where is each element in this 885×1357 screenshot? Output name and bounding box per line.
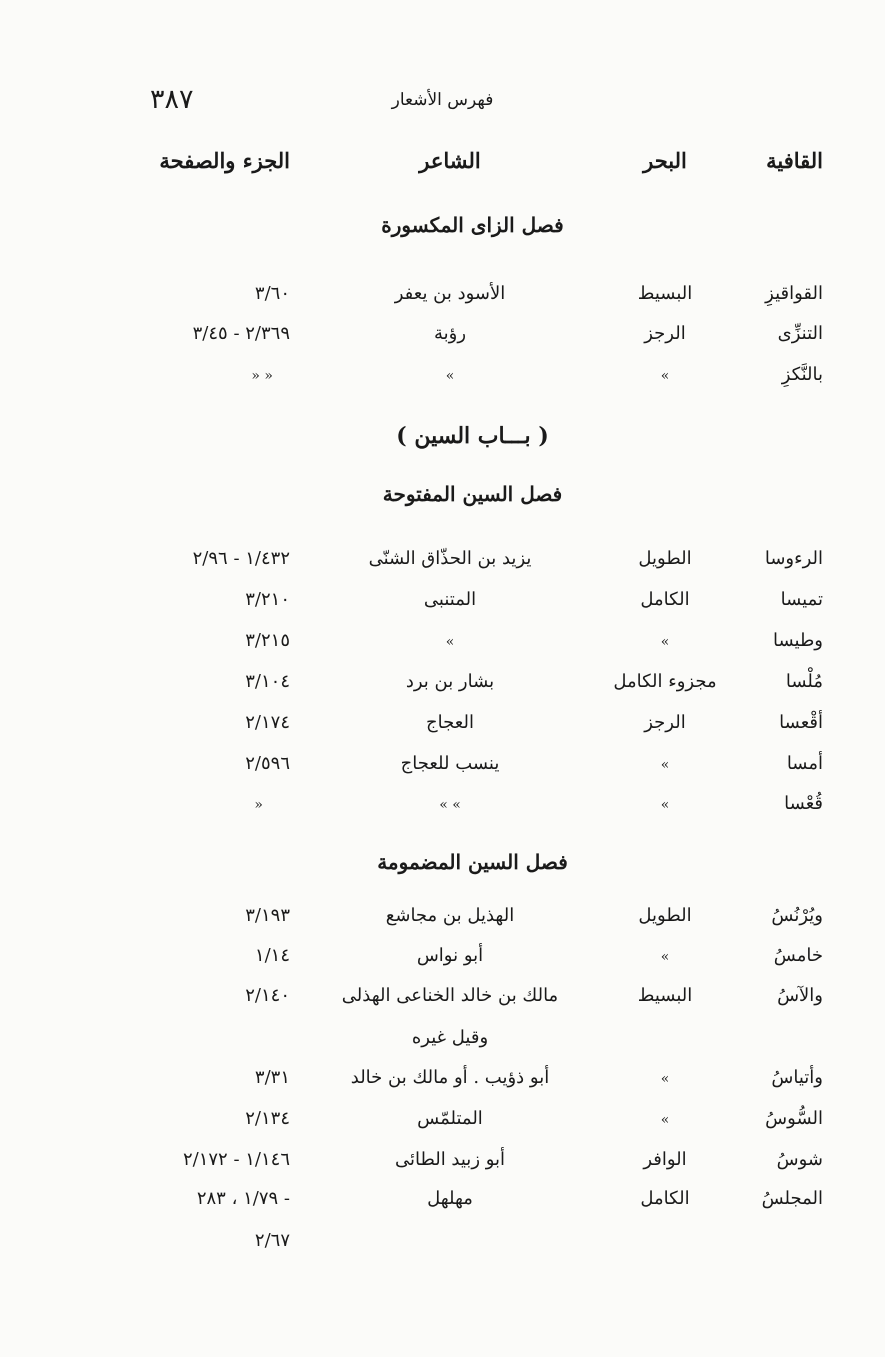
meter-cell: »: [660, 797, 670, 813]
column-heading-reference: الجزء والصفحة: [159, 148, 290, 173]
poet-cell: المتنبى: [423, 589, 477, 610]
meter-cell: الكامل: [640, 1188, 690, 1209]
poet-cell: أبو نواس: [416, 945, 484, 966]
poet-note: وقيل غيره: [411, 1027, 489, 1048]
rhyme-cell: والآسُ: [777, 985, 823, 1006]
rhyme-cell: تميسا: [780, 589, 823, 610]
reference-continuation: ٢/٦٧: [254, 1230, 290, 1251]
running-title: فهرس الأشعار: [391, 90, 494, 110]
rhyme-cell: القواقيزِ: [765, 283, 823, 304]
poet-cell: رؤبة: [433, 323, 467, 344]
reference-cell: ٣/٢١٠: [245, 589, 290, 610]
reference-cell: ٢/١٣٤: [245, 1108, 290, 1129]
meter-cell: »: [660, 368, 670, 384]
rhyme-cell: المجلسُ: [761, 1188, 823, 1209]
reference-cell: ٣/١٠٤: [245, 671, 290, 692]
rhyme-cell: أمسا: [786, 753, 823, 774]
poet-cell: ينسب للعجاج: [400, 753, 500, 774]
meter-cell: الرجز: [644, 323, 686, 344]
column-heading-meter: البحر: [643, 148, 687, 173]
meter-cell: الرجز: [644, 712, 686, 733]
section-title: فصل الزاى المكسورة: [381, 213, 564, 237]
meter-cell: البسيط: [637, 283, 693, 304]
poet-cell: العجاج: [426, 712, 474, 733]
meter-cell: الكامل: [640, 589, 690, 610]
meter-cell: »: [660, 1112, 670, 1128]
poet-cell: مالك بن خالد الخناعى الهذلى: [341, 985, 559, 1006]
meter-cell: البسيط: [637, 985, 693, 1006]
reference-cell: ٣/٦٠: [254, 283, 290, 304]
rhyme-cell: أقْعسا: [779, 712, 823, 733]
meter-cell: الوافر: [643, 1149, 687, 1170]
reference-cell: ٢/١٧٤: [245, 712, 290, 733]
reference-cell: ٣/١٩٣: [245, 905, 290, 926]
poet-cell: يزيد بن الحذّاق الشنّى: [368, 548, 532, 569]
poet-cell: »: [445, 634, 455, 650]
rhyme-cell: قُعْسا: [784, 793, 823, 814]
poet-cell: »: [445, 368, 455, 384]
rhyme-cell: السُّوسُ: [765, 1108, 823, 1129]
reference-cell: » »: [251, 368, 273, 384]
column-heading-rhyme: القافية: [766, 148, 823, 173]
reference-cell: »: [254, 797, 263, 813]
rhyme-cell: وأتياسُ: [771, 1067, 823, 1088]
reference-cell: ١/٤٣٢ - ٢/٩٦: [192, 548, 290, 569]
column-heading-poet: الشاعر: [419, 148, 481, 173]
poet-cell: المتلمّس: [417, 1108, 483, 1129]
meter-cell: »: [660, 949, 670, 965]
poet-cell: بشار بن برد: [405, 671, 495, 692]
page-number: ٣٨٧: [150, 84, 194, 115]
reference-cell: ٢/٣٦٩ - ٣/٤٥: [192, 323, 290, 344]
reference-cell: ١/٧٩ ، ٢٨٣ -: [196, 1188, 290, 1209]
reference-cell: ١/١٤: [254, 945, 290, 966]
meter-cell: مجزوء الكامل: [613, 671, 717, 692]
rhyme-cell: بالنَّكزِ: [781, 364, 823, 385]
rhyme-cell: شوسُ: [776, 1149, 823, 1170]
poet-cell: أبو ذؤيب . أو مالك بن خالد: [350, 1067, 550, 1088]
reference-cell: ٢/٥٩٦: [245, 753, 290, 774]
rhyme-cell: التنزِّى: [777, 323, 823, 344]
poet-cell: الهذيل بن مجاشع: [385, 905, 515, 926]
reference-cell: ٢/١٤٠: [245, 985, 290, 1006]
meter-cell: الطويل: [638, 905, 692, 926]
rhyme-cell: وطيسا: [773, 630, 823, 651]
section-title: فصل السين المضمومة: [377, 850, 568, 874]
meter-cell: »: [660, 1071, 670, 1087]
poet-cell: الأسود بن يعفر: [394, 283, 506, 304]
poet-cell: أبو زبيد الطائى: [394, 1149, 506, 1170]
rhyme-cell: خامسُ: [773, 945, 823, 966]
poet-cell: » »: [439, 797, 461, 813]
meter-cell: الطويل: [638, 548, 692, 569]
section-title: فصل السين المفتوحة: [382, 482, 563, 506]
reference-cell: ٣/٢١٥: [245, 630, 290, 651]
meter-cell: »: [660, 757, 670, 773]
rhyme-cell: ويُرْنُسُ: [771, 905, 823, 926]
reference-cell: ١/١٤٦ - ٢/١٧٢: [182, 1149, 290, 1170]
reference-cell: ٣/٣١: [254, 1067, 290, 1088]
poet-cell: مهلهل: [427, 1188, 473, 1209]
chapter-title: ( بـــاب السين ): [396, 423, 549, 449]
rhyme-cell: الرءوسا: [764, 548, 823, 569]
meter-cell: »: [660, 634, 670, 650]
rhyme-cell: مُلْسا: [785, 671, 823, 692]
